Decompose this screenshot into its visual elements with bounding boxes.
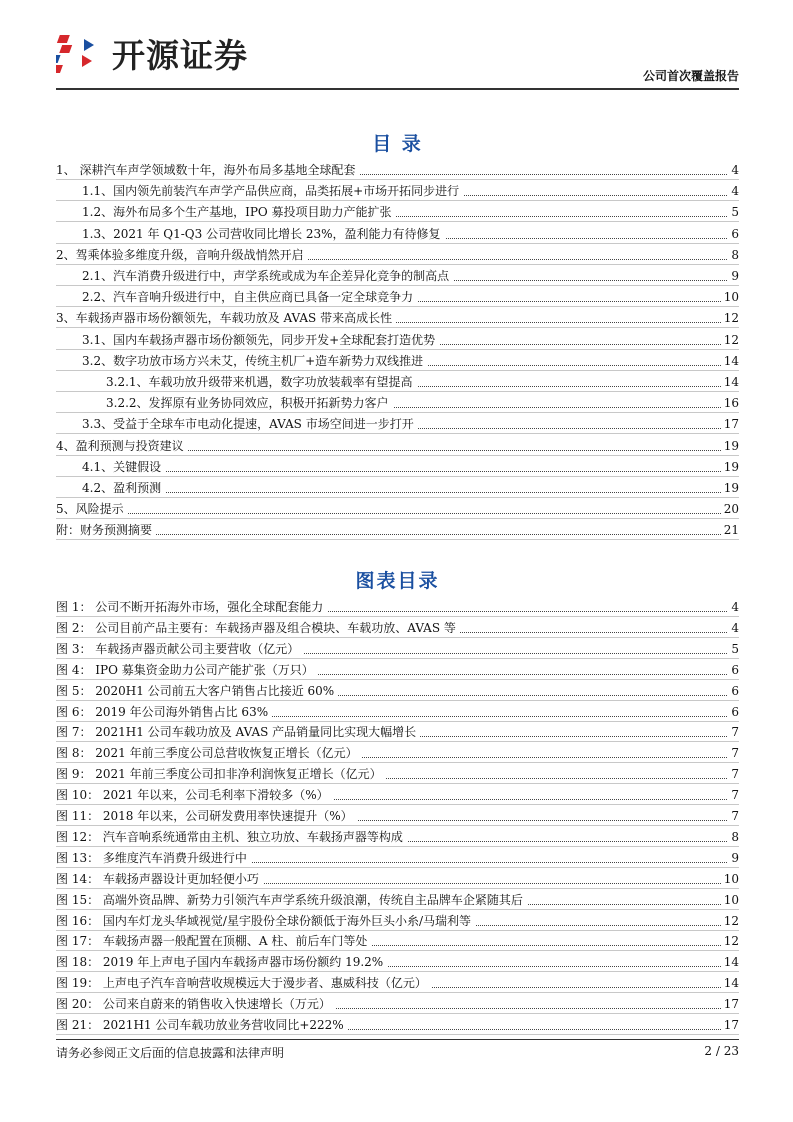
- toc-entry-page: 12: [721, 308, 739, 328]
- toc-entry-label: 3.2.1、车载功放升级带来机遇，数字功放装载率有望提高: [106, 372, 417, 392]
- figure-entry-label: 图 10： 2021 年以来，公司毛利率下滑较多（%）: [56, 785, 333, 805]
- figure-entry-label: 图 11： 2018 年以来，公司研发费用率快速提升（%）: [56, 806, 357, 826]
- toc-entry-label: 3.2.2、发挥原有业务协同效应，积极开拓新势力客户: [106, 393, 393, 413]
- toc-entry[interactable]: [56, 266, 739, 286]
- toc-entry-page: 14: [721, 372, 739, 392]
- row-divider: [56, 1034, 739, 1035]
- figure-entry-page: 7: [728, 743, 739, 763]
- figure-entry[interactable]: [56, 890, 739, 910]
- figure-entry-label: 图 18： 2019 年上声电子国内车载扬声器市场份额约 19.2%: [56, 952, 387, 972]
- toc-entry-label: 1.1、国内领先前装汽车声学产品供应商，品类拓展+市场开拓同步进行: [82, 181, 463, 201]
- toc-entry-page: 4: [728, 160, 739, 180]
- logo-text: 开源证券: [112, 35, 248, 75]
- toc-entry-page: 21: [721, 520, 739, 540]
- row-divider: [56, 433, 739, 434]
- row-divider: [56, 930, 739, 931]
- toc-entry-page: 5: [728, 202, 739, 222]
- row-divider: [56, 264, 739, 265]
- row-divider: [56, 616, 739, 617]
- row-divider: [56, 391, 739, 392]
- row-divider: [56, 518, 739, 519]
- row-divider: [56, 762, 739, 763]
- toc-entry-label: 4.1、关键假设: [82, 457, 165, 477]
- dot-leader: [56, 534, 727, 535]
- toc-entry-page: 19: [721, 478, 739, 498]
- figure-entry[interactable]: [56, 848, 739, 868]
- figure-entry-page: 6: [728, 660, 739, 680]
- figure-entry-label: 图 17： 车载扬声器一般配置在顶棚、A 柱、前后车门等处: [56, 931, 371, 951]
- figure-entry[interactable]: [56, 827, 739, 847]
- figure-entry[interactable]: [56, 722, 739, 742]
- row-divider: [56, 327, 739, 328]
- row-divider: [56, 476, 739, 477]
- figure-entry-label: 图 13： 多维度汽车消费升级进行中: [56, 848, 251, 868]
- figure-entry-page: 10: [721, 869, 739, 889]
- figure-entry[interactable]: [56, 681, 739, 701]
- toc-entry[interactable]: [56, 393, 739, 413]
- row-divider: [56, 679, 739, 680]
- toc-entry[interactable]: [56, 245, 739, 265]
- figure-entry-label: 图 14： 车载扬声器设计更加轻便小巧: [56, 869, 263, 889]
- figure-entry-page: 10: [721, 890, 739, 910]
- dot-leader: [82, 471, 727, 472]
- brand-logo: [56, 28, 248, 78]
- toc-entry-page: 17: [721, 414, 739, 434]
- toc-entry[interactable]: [56, 499, 739, 519]
- report-type-label: 公司首次覆盖报告: [642, 69, 739, 83]
- row-divider: [56, 539, 739, 540]
- toc-entry-label: 4、盈利预测与投资建议: [56, 436, 188, 456]
- toc-entry-label: 附：财务预测摘要: [56, 520, 156, 540]
- figure-entry[interactable]: [56, 764, 739, 784]
- toc-entry-label: 1、 深耕汽车声学领域数十年，海外布局多基地全球配套: [56, 160, 359, 180]
- page-header: [56, 20, 739, 90]
- figure-entry[interactable]: [56, 973, 739, 993]
- toc-entry-label: 1.2、海外布局多个生产基地，IPO 募投项目助力产能扩张: [82, 202, 396, 222]
- toc-entry-page: 16: [721, 393, 739, 413]
- toc-entry-label: 1.3、2021 年 Q1-Q3 公司营收同比增长 23%，盈利能力有待修复: [82, 224, 445, 244]
- row-divider: [56, 1013, 739, 1014]
- figure-entry[interactable]: [56, 639, 739, 659]
- figure-entry-label: 图 15： 高端外资品牌、新势力引领汽车声学系统升级浪潮，传统自主品牌车企紧随其后: [56, 890, 527, 910]
- row-divider: [56, 950, 739, 951]
- dot-leader: [82, 492, 727, 493]
- toc-entry-label: 5、风险提示: [56, 499, 128, 519]
- figure-entry[interactable]: [56, 597, 739, 617]
- toc-entry[interactable]: [56, 414, 739, 434]
- row-divider: [56, 285, 739, 286]
- toc-entry[interactable]: [56, 457, 739, 477]
- toc-entry-label: 3.3、受益于全球车市电动化提速，AVAS 市场空间进一步打开: [82, 414, 418, 434]
- figure-entry[interactable]: [56, 911, 739, 931]
- toc-entry[interactable]: [56, 224, 739, 244]
- figure-entry[interactable]: [56, 785, 739, 805]
- figure-entry-label: 图 16： 国内车灯龙头华域视觉/星宇股份全球份额低于海外巨头小糸/马瑞利等: [56, 911, 475, 931]
- toc-entry-page: 12: [721, 330, 739, 350]
- figure-entry-label: 图 3： 车载扬声器贡献公司主要营收（亿元）: [56, 639, 303, 659]
- row-divider: [56, 179, 739, 180]
- row-divider: [56, 741, 739, 742]
- row-divider: [56, 455, 739, 456]
- toc-entry[interactable]: [56, 202, 739, 222]
- toc-entry[interactable]: [56, 520, 739, 540]
- toc-entry[interactable]: [56, 181, 739, 201]
- toc-title: 目 录: [372, 133, 423, 155]
- toc-entry[interactable]: [56, 372, 739, 392]
- figure-entry[interactable]: [56, 743, 739, 763]
- figure-entry-page: 7: [728, 785, 739, 805]
- row-divider: [56, 992, 739, 993]
- figure-entry-page: 6: [728, 702, 739, 722]
- figure-entry-label: 图 19： 上声电子汽车音响营收规模远大于漫步者、惠威科技（亿元）: [56, 973, 431, 993]
- figure-entry-page: 12: [721, 931, 739, 951]
- header-divider: [56, 88, 739, 90]
- figure-entry-label: 图 1： 公司不断开拓海外市场，强化全球配套能力: [56, 597, 327, 617]
- dot-leader: [56, 513, 727, 514]
- toc-entry-label: 3、车载扬声器市场份额领先，车载功放及 AVAS 带来高成长性: [56, 308, 396, 328]
- toc-entry-label: 3.1、国内车载扬声器市场份额领先，同步开发+全球配套打造优势: [82, 330, 439, 350]
- toc-entry-page: 19: [721, 436, 739, 456]
- figure-entry-page: 7: [728, 764, 739, 784]
- toc-entry[interactable]: [56, 160, 739, 180]
- row-divider: [56, 804, 739, 805]
- figure-entry-label: 图 8： 2021 年前三季度公司总营收恢复正增长（亿元）: [56, 743, 362, 763]
- figure-entry-page: 9: [728, 848, 739, 868]
- figure-entry[interactable]: [56, 994, 739, 1014]
- toc-entry-label: 2、驾乘体验多维度升级，音响升级战悄然开启: [56, 245, 308, 265]
- figure-entry-label: 图 20： 公司来自蔚来的销售收入快速增长（万元）: [56, 994, 335, 1014]
- toc-entry-label: 3.2、数字功放市场方兴未艾，传统主机厂+造车新势力双线推进: [82, 351, 427, 371]
- toc-entry-page: 8: [728, 245, 739, 265]
- row-divider: [56, 243, 739, 244]
- figure-entry-page: 4: [728, 597, 739, 617]
- row-divider: [56, 909, 739, 910]
- toc-entry-label: 2.2、汽车音响升级进行中，自主供应商已具备一定全球竞争力: [82, 287, 417, 307]
- figure-entry[interactable]: [56, 660, 739, 680]
- figure-entry-page: 5: [728, 639, 739, 659]
- kaiyuan-logo-icon: [56, 29, 104, 77]
- figure-entry-page: 7: [728, 806, 739, 826]
- figure-entry-label: 图 5： 2020H1 公司前五大客户销售占比接近 60%: [56, 681, 338, 701]
- toc-entry-page: 9: [728, 266, 739, 286]
- figure-entry-label: 图 4： IPO 募集资金助力公司产能扩张（万只）: [56, 660, 318, 680]
- row-divider: [56, 846, 739, 847]
- row-divider: [56, 637, 739, 638]
- figure-entry-label: 图 21： 2021H1 公司车载功放业务营收同比+222%: [56, 1015, 348, 1035]
- figure-entry-page: 6: [728, 681, 739, 701]
- figure-entry-page: 4: [728, 618, 739, 638]
- figure-entry[interactable]: [56, 806, 739, 826]
- figure-entry-page: 8: [728, 827, 739, 847]
- toc-entry[interactable]: [56, 308, 739, 328]
- row-divider: [56, 306, 739, 307]
- figure-entry-label: 图 9： 2021 年前三季度公司扣非净利润恢复正增长（亿元）: [56, 764, 386, 784]
- row-divider: [56, 721, 739, 722]
- toc-entry-page: 19: [721, 457, 739, 477]
- toc-entry-page: 14: [721, 351, 739, 371]
- toc-entry[interactable]: [56, 287, 739, 307]
- footer-disclaimer: 请务必参阅正文后面的信息披露和法律声明: [56, 1046, 285, 1060]
- figure-entry-page: 14: [721, 952, 739, 972]
- row-divider: [56, 349, 739, 350]
- figures-title: 图表目录: [355, 570, 440, 592]
- toc-entry-label: 2.1、汽车消费升级进行中，声学系统或成为车企差异化竞争的制高点: [82, 266, 453, 286]
- row-divider: [56, 971, 739, 972]
- figure-entry[interactable]: [56, 931, 739, 951]
- row-divider: [56, 658, 739, 659]
- toc-entry[interactable]: [56, 436, 739, 456]
- figure-entry-label: 图 7： 2021H1 公司车载功放及 AVAS 产品销量同比实现大幅增长: [56, 722, 420, 742]
- figure-entry[interactable]: [56, 869, 739, 889]
- row-divider: [56, 200, 739, 201]
- page-number: 2 / 23: [704, 1044, 739, 1058]
- figure-entry-page: 17: [721, 994, 739, 1014]
- row-divider: [56, 700, 739, 701]
- footer-divider: [56, 1039, 739, 1040]
- toc-entry[interactable]: [56, 478, 739, 498]
- toc-entry-page: 4: [728, 181, 739, 201]
- row-divider: [56, 888, 739, 889]
- figure-entry-label: 图 12： 汽车音响系统通常由主机、独立功放、车载扬声器等构成: [56, 827, 407, 847]
- toc-entry-label: 4.2、盈利预测: [82, 478, 165, 498]
- row-divider: [56, 497, 739, 498]
- row-divider: [56, 867, 739, 868]
- figure-entry-label: 图 6： 2019 年公司海外销售占比 63%: [56, 702, 272, 722]
- toc-entry-page: 6: [728, 224, 739, 244]
- row-divider: [56, 221, 739, 222]
- figure-entry[interactable]: [56, 702, 739, 722]
- toc-entry-page: 10: [721, 287, 739, 307]
- toc-entry[interactable]: [56, 330, 739, 350]
- toc-entry[interactable]: [56, 351, 739, 371]
- figure-entry[interactable]: [56, 1015, 739, 1035]
- figure-entry[interactable]: [56, 618, 739, 638]
- row-divider: [56, 412, 739, 413]
- figure-entry-page: 12: [721, 911, 739, 931]
- figure-entry-page: 14: [721, 973, 739, 993]
- toc-entry-page: 20: [721, 499, 739, 519]
- row-divider: [56, 370, 739, 371]
- row-divider: [56, 825, 739, 826]
- figure-entry-page: 17: [721, 1015, 739, 1035]
- figure-entry-page: 7: [728, 722, 739, 742]
- row-divider: [56, 783, 739, 784]
- figure-entry-label: 图 2： 公司目前产品主要有：车载扬声器及组合模块、车载功放、AVAS 等: [56, 618, 460, 638]
- figure-entry[interactable]: [56, 952, 739, 972]
